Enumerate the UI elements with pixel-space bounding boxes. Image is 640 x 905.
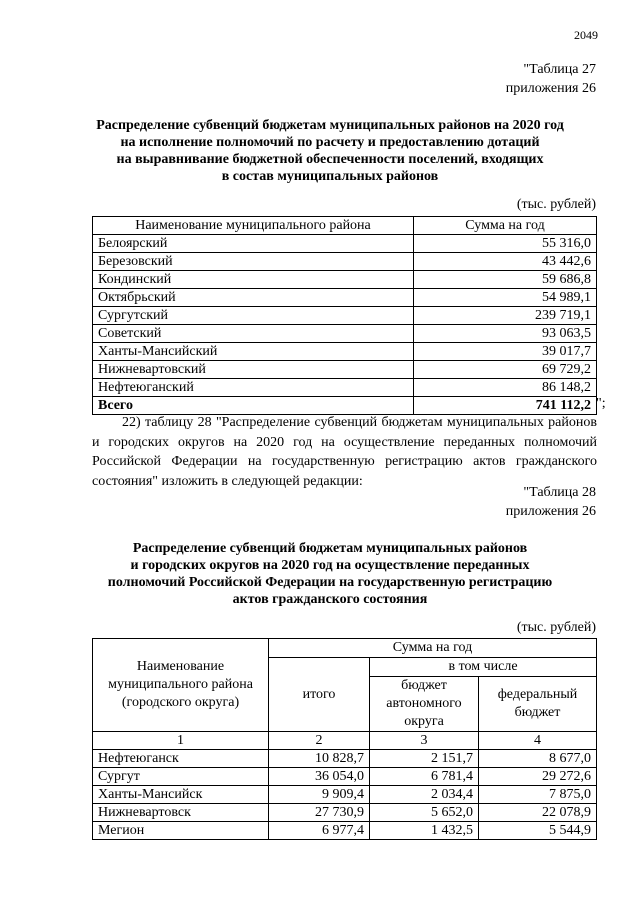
amendment-paragraph bbox=[92, 413, 597, 491]
table28-heading-line: полномочий Российской Федерации на государственную регистрацию bbox=[107, 575, 553, 590]
district-amount: 93 063,5 bbox=[414, 325, 597, 343]
total-amount: 27 730,9 bbox=[269, 804, 370, 822]
column-header-name: Наименование муниципального района bbox=[93, 217, 414, 235]
page-number: 2049 bbox=[574, 28, 598, 42]
table28-reference bbox=[470, 483, 596, 521]
table27-reference-line2: приложения 26 bbox=[505, 81, 596, 96]
table-row bbox=[93, 379, 597, 397]
district-amount: 69 729,2 bbox=[414, 361, 597, 379]
district-amount: 43 442,6 bbox=[414, 253, 597, 271]
district-budget-amount: 5 652,0 bbox=[370, 804, 479, 822]
table27-reference bbox=[470, 60, 596, 98]
table28-heading-line: Распределение субвенций бюджетам муниципальных районов bbox=[132, 541, 528, 556]
table-row bbox=[93, 271, 597, 289]
table-row bbox=[93, 343, 597, 361]
city-name: Ханты-Мансийск bbox=[93, 786, 269, 804]
federal-budget-amount: 5 544,9 bbox=[479, 822, 597, 840]
city-name: Сургут bbox=[93, 768, 269, 786]
column-header-total: итого bbox=[269, 658, 370, 732]
table27-heading bbox=[60, 117, 600, 185]
table28 bbox=[92, 638, 597, 840]
table-header-row bbox=[93, 639, 597, 658]
table27-closing-quote: "; bbox=[596, 396, 606, 411]
district-name: Кондинский bbox=[93, 271, 414, 289]
table28-heading bbox=[60, 540, 600, 608]
table-row bbox=[93, 325, 597, 343]
table-row bbox=[93, 307, 597, 325]
table-row bbox=[93, 786, 597, 804]
district-budget-amount: 1 432,5 bbox=[370, 822, 479, 840]
federal-budget-amount: 22 078,9 bbox=[479, 804, 597, 822]
table-row bbox=[93, 804, 597, 822]
column-header-including: в том числе bbox=[370, 658, 597, 677]
table-header-row bbox=[93, 217, 597, 235]
table28-reference-line2: приложения 26 bbox=[505, 504, 596, 519]
district-budget-amount: 2 151,7 bbox=[370, 750, 479, 768]
federal-budget-amount: 29 272,6 bbox=[479, 768, 597, 786]
federal-budget-amount: 8 677,0 bbox=[479, 750, 597, 768]
total-amount: 6 977,4 bbox=[269, 822, 370, 840]
column-number: 2 bbox=[269, 732, 370, 750]
federal-budget-amount: 7 875,0 bbox=[479, 786, 597, 804]
district-name: Советский bbox=[93, 325, 414, 343]
district-name: Березовский bbox=[93, 253, 414, 271]
column-number: 1 bbox=[93, 732, 269, 750]
table-row bbox=[93, 289, 597, 307]
district-amount: 59 686,8 bbox=[414, 271, 597, 289]
column-number-row bbox=[93, 732, 597, 750]
total-amount: 741 112,2 bbox=[414, 397, 597, 415]
district-amount: 55 316,0 bbox=[414, 235, 597, 253]
table27-heading-line: Распределение субвенций бюджетам муниципальных районов на 2020 год bbox=[96, 118, 564, 133]
district-amount: 39 017,7 bbox=[414, 343, 597, 361]
table-row bbox=[93, 822, 597, 840]
table27-units: (тыс. рублей) bbox=[516, 197, 596, 212]
table27 bbox=[92, 216, 597, 415]
column-header-name: Наименование муниципального района (городского округа) bbox=[93, 639, 269, 732]
column-header-district-budget: бюджет автономного округа bbox=[370, 677, 479, 732]
city-name: Нефтеюганск bbox=[93, 750, 269, 768]
total-amount: 36 054,0 bbox=[269, 768, 370, 786]
column-header-sum: Сумма на год bbox=[269, 639, 597, 658]
table-row bbox=[93, 253, 597, 271]
table-row bbox=[93, 768, 597, 786]
table27-heading-line: на выравнивание бюджетной обеспеченности поселений, входящих bbox=[116, 152, 544, 167]
district-budget-amount: 6 781,4 bbox=[370, 768, 479, 786]
column-number: 4 bbox=[479, 732, 597, 750]
district-name: Белоярский bbox=[93, 235, 414, 253]
district-amount: 54 989,1 bbox=[414, 289, 597, 307]
district-name: Нижневартовский bbox=[93, 361, 414, 379]
column-number: 3 bbox=[370, 732, 479, 750]
total-label: Всего bbox=[93, 397, 414, 415]
table-row bbox=[93, 361, 597, 379]
table27-heading-line: в состав муниципальных районов bbox=[221, 169, 439, 184]
total-amount: 10 828,7 bbox=[269, 750, 370, 768]
city-name: Мегион bbox=[93, 822, 269, 840]
column-header-sum: Сумма на год bbox=[414, 217, 597, 235]
district-amount: 86 148,2 bbox=[414, 379, 597, 397]
table28-units: (тыс. рублей) bbox=[516, 620, 596, 635]
city-name: Нижневартовск bbox=[93, 804, 269, 822]
table27-heading-line: на исполнение полномочий по расчету и предоставлению дотаций bbox=[120, 135, 540, 150]
district-name: Октябрьский bbox=[93, 289, 414, 307]
table-row bbox=[93, 235, 597, 253]
table27-reference-line1: "Таблица 27 bbox=[523, 62, 596, 77]
district-name: Ханты-Мансийский bbox=[93, 343, 414, 361]
table28-heading-line: и городских округов на 2020 год на осуществление переданных bbox=[130, 558, 530, 573]
district-name: Сургутский bbox=[93, 307, 414, 325]
amendment-text: 22) таблицу 28 "Распределение субвенций бюджетам муниципальных районов и городских округов на 2020 год на осуществление переданных полномочий Российской Федерации на государственную регистрацию актов гражданского состояния" изложить в следующей редакции: bbox=[92, 415, 597, 489]
table28-heading-line: актов гражданского состояния bbox=[232, 592, 428, 607]
district-budget-amount: 2 034,4 bbox=[370, 786, 479, 804]
district-name: Нефтеюганский bbox=[93, 379, 414, 397]
district-amount: 239 719,1 bbox=[414, 307, 597, 325]
column-header-federal-budget: федеральный бюджет bbox=[479, 677, 597, 732]
table28-reference-line1: "Таблица 28 bbox=[523, 485, 596, 500]
table-row bbox=[93, 750, 597, 768]
table-total-row bbox=[93, 397, 597, 415]
total-amount: 9 909,4 bbox=[269, 786, 370, 804]
